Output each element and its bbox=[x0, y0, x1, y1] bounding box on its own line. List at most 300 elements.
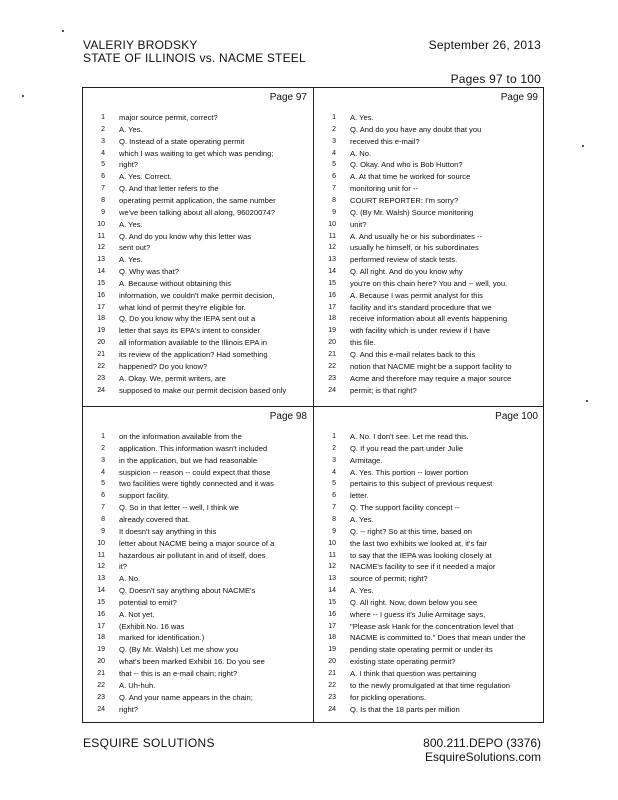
line-text: with facility which is under review if I have bbox=[350, 326, 491, 336]
line-text: this file. bbox=[350, 338, 376, 348]
line-text: on the information available from the bbox=[119, 432, 242, 441]
transcript-line bbox=[83, 526, 313, 538]
transcript-page-97 bbox=[83, 88, 313, 406]
transcript-line bbox=[314, 526, 544, 538]
transcript-line bbox=[83, 478, 313, 490]
transcript-line bbox=[314, 609, 544, 621]
case-title: STATE OF ILLINOIS vs. NACME STEEL bbox=[83, 51, 306, 65]
line-number: 8 bbox=[332, 515, 336, 523]
line-number: 14 bbox=[328, 587, 336, 595]
line-text: A. Yes. bbox=[119, 124, 143, 134]
line-text: Q. Okay. And who is Bob Hutton? bbox=[350, 160, 463, 170]
line-text: supposed to make our permit decision based only bbox=[119, 385, 287, 395]
line-number: 23 bbox=[97, 374, 105, 382]
line-text: Q. Do you know why the IEPA sent out a bbox=[119, 314, 256, 324]
line-text: right? bbox=[119, 160, 138, 170]
line-text: Q. (By Mr. Walsh) Source monitoring bbox=[350, 207, 474, 217]
line-number: 11 bbox=[97, 232, 105, 240]
transcript-line bbox=[314, 431, 544, 443]
line-number: 1 bbox=[332, 114, 336, 121]
transcript-line bbox=[314, 254, 544, 266]
line-text: Q. And do you have any doubt that you bbox=[350, 124, 482, 134]
transcript-line bbox=[314, 656, 544, 668]
transcript-line bbox=[314, 490, 544, 502]
transcript-line bbox=[314, 337, 544, 349]
line-number: 22 bbox=[97, 362, 105, 370]
line-number: 23 bbox=[328, 374, 336, 382]
transcript-line bbox=[314, 597, 544, 609]
line-number: 13 bbox=[328, 256, 336, 264]
transcript-line bbox=[314, 183, 544, 195]
line-text: that -- this is an e-mail chain; right? bbox=[119, 669, 238, 678]
transcript-line bbox=[314, 373, 544, 385]
transcript-line bbox=[314, 692, 544, 704]
line-number: 7 bbox=[332, 185, 336, 193]
line-number: 5 bbox=[101, 480, 105, 488]
line-text: Q. The support facility concept -- bbox=[350, 503, 460, 513]
line-number: 4 bbox=[332, 468, 336, 476]
line-text: to say that the IEPA was looking closely at bbox=[350, 550, 492, 560]
line-text: two facilities were tightly connected and it was bbox=[119, 479, 274, 489]
line-number: 7 bbox=[332, 504, 336, 512]
transcript-line bbox=[314, 514, 544, 526]
line-number: 2 bbox=[101, 444, 105, 452]
transcript-line bbox=[83, 207, 313, 219]
scan-speck bbox=[582, 145, 584, 147]
transcript-page-98 bbox=[83, 407, 313, 725]
line-number: 3 bbox=[332, 137, 336, 145]
line-number: 18 bbox=[328, 315, 336, 323]
line-text: A. Uh-huh. bbox=[119, 680, 156, 690]
line-number: 5 bbox=[101, 161, 105, 169]
line-text: monitoring unit for -- bbox=[350, 184, 418, 194]
line-text: which I was waiting to get which was pending; bbox=[119, 148, 274, 158]
line-text: Q. Doesn't say anything about NACME's bbox=[119, 586, 256, 596]
transcript-line bbox=[83, 159, 313, 171]
line-number: 21 bbox=[97, 670, 105, 677]
transcript-line bbox=[314, 502, 544, 514]
line-number: 19 bbox=[97, 327, 105, 335]
transcript-line bbox=[314, 644, 544, 656]
scan-speck bbox=[586, 400, 588, 402]
transcript-line bbox=[83, 349, 313, 361]
line-number: 3 bbox=[101, 456, 105, 464]
line-text: where -- I guess it's Julie Armitage says, bbox=[350, 609, 486, 619]
transcript-line bbox=[83, 171, 313, 183]
line-text: Q. And this e-mail relates back to this bbox=[350, 350, 476, 359]
line-text: you're on this chain here? You and -- well, you. bbox=[350, 278, 508, 288]
transcript-line bbox=[83, 632, 313, 644]
line-text: A. Not yet. bbox=[119, 609, 155, 619]
transcript-line bbox=[314, 668, 544, 680]
line-text: (Exhibit No. 16 was bbox=[119, 621, 185, 631]
transcript-line bbox=[83, 195, 313, 207]
line-text: A. Yes. bbox=[119, 219, 143, 229]
line-number: 1 bbox=[332, 433, 336, 440]
line-number: 16 bbox=[328, 291, 336, 299]
line-text: A. Because without obtaining this bbox=[119, 278, 231, 288]
line-text: A. Yes. This portion -- lower portion bbox=[350, 467, 469, 477]
line-text: right? bbox=[119, 704, 138, 714]
line-text: notion that NACME might be a support facility to bbox=[350, 361, 512, 371]
line-number: 13 bbox=[328, 575, 336, 583]
line-number: 22 bbox=[97, 681, 105, 689]
line-text: what's been marked Exhibit 16. Do you see bbox=[119, 657, 265, 667]
line-text: existing state operating permit? bbox=[350, 657, 456, 667]
transcript-line bbox=[83, 266, 313, 278]
line-number: 7 bbox=[101, 504, 105, 512]
line-text: we've been talking about all along, 96020074? bbox=[119, 207, 275, 217]
line-text: A. At that time he worked for source bbox=[350, 172, 471, 182]
line-text: Q. (By Mr. Walsh) Let me show you bbox=[119, 645, 239, 655]
line-text: happened? Do you know? bbox=[119, 361, 208, 371]
line-text: A. Yes. bbox=[119, 255, 143, 265]
line-number: 5 bbox=[332, 161, 336, 169]
line-number: 11 bbox=[328, 232, 336, 240]
line-text: letter. bbox=[350, 491, 369, 501]
line-text: information, we couldn't make permit decision, bbox=[119, 290, 275, 300]
transcript-line bbox=[83, 325, 313, 337]
transcript-line bbox=[83, 561, 313, 573]
line-text: letter about NACME being a major source of a bbox=[119, 538, 275, 548]
line-text: operating permit application, the same number bbox=[119, 195, 276, 205]
line-number: 16 bbox=[97, 291, 105, 299]
line-number: 18 bbox=[328, 634, 336, 642]
line-number: 5 bbox=[332, 480, 336, 488]
transcript-line bbox=[83, 136, 313, 148]
line-number: 8 bbox=[101, 196, 105, 204]
transcript-line bbox=[83, 585, 313, 597]
transcript-line bbox=[83, 573, 313, 585]
page-number-label: Page 100 bbox=[495, 411, 538, 422]
line-text: Q. All right. And do you know why bbox=[350, 267, 463, 277]
line-number: 6 bbox=[101, 173, 105, 181]
transcript-line bbox=[314, 148, 544, 160]
line-text: A. No. bbox=[350, 148, 372, 158]
scan-speck bbox=[22, 95, 24, 97]
transcript-line bbox=[83, 254, 313, 266]
line-number: 14 bbox=[97, 268, 105, 276]
line-text: NACME's facility to see if it needed a major bbox=[350, 562, 496, 572]
transcript-line bbox=[314, 561, 544, 573]
transcript-line bbox=[83, 490, 313, 502]
transcript-line bbox=[314, 467, 544, 479]
transcript-line bbox=[314, 195, 544, 207]
transcript-line bbox=[83, 704, 313, 716]
line-text: A. Okay. We, permit writers, are bbox=[119, 373, 226, 383]
line-text: marked for identification.) bbox=[119, 633, 205, 643]
line-number: 15 bbox=[328, 279, 336, 287]
line-text: Armitage. bbox=[350, 455, 383, 465]
transcript-line bbox=[83, 502, 313, 514]
transcript-line bbox=[83, 443, 313, 455]
line-text: Q. And do you know why this letter was bbox=[119, 231, 252, 241]
transcript-line bbox=[314, 704, 544, 716]
transcript-line bbox=[314, 443, 544, 455]
line-number: 20 bbox=[97, 339, 105, 347]
line-text: pertains to this subject of previous request bbox=[350, 479, 493, 489]
line-text: A. Yes. bbox=[350, 514, 374, 524]
line-number: 23 bbox=[97, 693, 105, 701]
line-number: 9 bbox=[101, 208, 105, 216]
line-text: receive information about all events happening bbox=[350, 314, 508, 324]
line-text: "Please ask Hank for the concentration level that bbox=[350, 621, 514, 631]
transcript-line bbox=[314, 573, 544, 585]
line-number: 10 bbox=[97, 220, 105, 228]
transcript-line bbox=[314, 159, 544, 171]
transcript-line bbox=[314, 325, 544, 337]
line-number: 14 bbox=[328, 268, 336, 276]
transcript-line bbox=[83, 550, 313, 562]
line-number: 12 bbox=[97, 244, 105, 252]
line-number: 6 bbox=[101, 492, 105, 500]
transcript-line bbox=[314, 242, 544, 254]
line-text: in the application, but we had reasonable bbox=[119, 455, 258, 465]
line-text: permit; is that right? bbox=[350, 385, 417, 395]
line-number: 24 bbox=[328, 386, 336, 394]
deposition-date: September 26, 2013 bbox=[428, 38, 541, 52]
transcript-line bbox=[83, 538, 313, 550]
transcript-page-100 bbox=[314, 407, 544, 725]
line-number: 1 bbox=[101, 433, 105, 440]
transcript-line bbox=[314, 219, 544, 231]
transcript-line bbox=[83, 278, 313, 290]
line-text: its review of the application? Had something bbox=[119, 350, 268, 359]
line-text: suspicion -- reason -- could expect that those bbox=[119, 467, 271, 477]
line-text: application. This information wasn't included bbox=[119, 443, 268, 453]
transcript-line bbox=[83, 148, 313, 160]
transcript-line bbox=[83, 112, 313, 124]
line-number: 17 bbox=[328, 303, 336, 311]
transcript-line bbox=[314, 136, 544, 148]
line-text: it? bbox=[119, 562, 128, 572]
transcript-line bbox=[83, 290, 313, 302]
line-number: 19 bbox=[328, 646, 336, 654]
line-text: what kind of permit they're eligible for. bbox=[119, 302, 246, 312]
transcript-line bbox=[314, 349, 544, 361]
line-text: A. Yes. bbox=[350, 586, 374, 596]
transcript-line bbox=[83, 231, 313, 243]
line-number: 3 bbox=[101, 137, 105, 145]
page-number-label: Page 97 bbox=[269, 92, 307, 103]
transcript-line bbox=[314, 478, 544, 490]
line-number: 22 bbox=[328, 362, 336, 370]
line-number: 4 bbox=[332, 149, 336, 157]
line-text: facility and it's standard procedure that we bbox=[350, 302, 492, 312]
line-text: Q. All right. Now, down below you see bbox=[350, 597, 478, 607]
line-number: 19 bbox=[97, 646, 105, 654]
line-text: Q. Why was that? bbox=[119, 267, 179, 277]
line-number: 13 bbox=[97, 256, 105, 264]
transcript-line bbox=[83, 242, 313, 254]
line-number: 15 bbox=[328, 598, 336, 606]
transcript-line bbox=[314, 385, 544, 397]
line-text: A. Because I was permit analyst for this bbox=[350, 290, 483, 300]
transcript-line bbox=[314, 680, 544, 692]
transcript-line bbox=[314, 585, 544, 597]
line-text: A. No. bbox=[119, 574, 141, 584]
transcript-line bbox=[83, 219, 313, 231]
transcript-line bbox=[314, 171, 544, 183]
line-text: Q. And your name appears in the chain; bbox=[119, 692, 253, 702]
line-text: Q. And that letter refers to the bbox=[119, 184, 219, 194]
line-number: 23 bbox=[328, 693, 336, 701]
transcript-line bbox=[83, 373, 313, 385]
line-number: 16 bbox=[97, 610, 105, 618]
line-number: 21 bbox=[328, 670, 336, 677]
transcript-line bbox=[314, 632, 544, 644]
line-text: for pickling operations. bbox=[350, 692, 426, 702]
company-phone: 800.211.DEPO (3376) bbox=[423, 736, 541, 750]
page-range: Pages 97 to 100 bbox=[450, 72, 541, 86]
line-number: 7 bbox=[101, 185, 105, 193]
transcript-line bbox=[314, 455, 544, 467]
transcript-line bbox=[83, 385, 313, 397]
line-number: 12 bbox=[97, 563, 105, 571]
company-name: ESQUIRE SOLUTIONS bbox=[83, 736, 215, 750]
transcript-line bbox=[83, 597, 313, 609]
line-text: unit? bbox=[350, 219, 367, 229]
transcript-line bbox=[314, 302, 544, 314]
line-number: 12 bbox=[328, 563, 336, 571]
transcript-line bbox=[83, 621, 313, 633]
line-number: 6 bbox=[332, 173, 336, 181]
line-text: A. I think that question was pertaining bbox=[350, 669, 477, 678]
transcript-line bbox=[83, 124, 313, 136]
transcript-grid bbox=[82, 87, 544, 723]
transcript-line bbox=[314, 550, 544, 562]
line-text: all information available to the Illinois EPA in bbox=[119, 338, 268, 348]
transcript-line bbox=[314, 266, 544, 278]
line-number: 3 bbox=[332, 456, 336, 464]
line-text: A. Yes. bbox=[350, 113, 374, 122]
transcript-line bbox=[83, 361, 313, 373]
line-text: received this e-mail? bbox=[350, 136, 420, 146]
transcript-line bbox=[314, 361, 544, 373]
transcript-line bbox=[83, 656, 313, 668]
line-text: Q. So in that letter -- well, I think we bbox=[119, 503, 239, 513]
line-number: 8 bbox=[101, 515, 105, 523]
line-text: letter that says its EPA's intent to consider bbox=[119, 326, 261, 336]
line-text: Q. Is that the 18 parts per million bbox=[350, 704, 460, 714]
transcript-line bbox=[83, 668, 313, 680]
witness-name: VALERIY BRODSKY bbox=[83, 38, 198, 52]
line-number: 1 bbox=[101, 114, 105, 121]
line-number: 17 bbox=[97, 622, 105, 630]
line-number: 2 bbox=[332, 444, 336, 452]
line-number: 11 bbox=[97, 551, 105, 559]
line-number: 10 bbox=[328, 220, 336, 228]
line-text: Acme and therefore may require a major source bbox=[350, 373, 512, 383]
line-number: 12 bbox=[328, 244, 336, 252]
line-number: 21 bbox=[328, 351, 336, 358]
line-number: 10 bbox=[97, 539, 105, 547]
transcript-line bbox=[83, 609, 313, 621]
line-number: 21 bbox=[97, 351, 105, 358]
line-text: the last two exhibits we looked at, it's fair bbox=[350, 538, 487, 548]
line-number: 20 bbox=[328, 339, 336, 347]
transcript-line bbox=[314, 290, 544, 302]
page-number-label: Page 98 bbox=[269, 411, 307, 422]
line-number: 24 bbox=[328, 705, 336, 713]
line-number: 19 bbox=[328, 327, 336, 335]
line-number: 14 bbox=[97, 587, 105, 595]
transcript-line bbox=[83, 313, 313, 325]
transcript-line bbox=[314, 538, 544, 550]
transcript-line bbox=[83, 692, 313, 704]
transcript-line bbox=[83, 183, 313, 195]
transcript-line bbox=[83, 467, 313, 479]
line-text: NACME is committed to." Does that mean under the bbox=[350, 633, 526, 643]
line-number: 20 bbox=[97, 658, 105, 666]
line-text: A. No. I don't see. Let me read this. bbox=[350, 432, 469, 441]
line-number: 11 bbox=[328, 551, 336, 559]
line-number: 18 bbox=[97, 315, 105, 323]
line-text: COURT REPORTER: I'm sorry? bbox=[350, 195, 459, 205]
transcript-line bbox=[314, 313, 544, 325]
transcript-line bbox=[83, 337, 313, 349]
line-text: Q. -- right? So at this time, based on bbox=[350, 526, 472, 536]
transcript-line bbox=[314, 124, 544, 136]
transcript-line bbox=[314, 621, 544, 633]
line-number: 9 bbox=[101, 527, 105, 535]
transcript-line bbox=[83, 431, 313, 443]
line-number: 4 bbox=[101, 149, 105, 157]
line-text: Q. Instead of a state operating permit bbox=[119, 136, 245, 146]
transcript-line bbox=[314, 207, 544, 219]
line-number: 24 bbox=[97, 705, 105, 713]
line-text: support facility. bbox=[119, 491, 170, 501]
line-number: 18 bbox=[97, 634, 105, 642]
line-text: to the newly promulgated at that time regulation bbox=[350, 680, 510, 690]
line-text: It doesn't say anything in this bbox=[119, 526, 217, 536]
transcript-line bbox=[314, 231, 544, 243]
transcript-line bbox=[314, 278, 544, 290]
line-text: performed review of stack tests. bbox=[350, 255, 458, 265]
page-number-label: Page 99 bbox=[500, 92, 538, 103]
line-number: 17 bbox=[97, 303, 105, 311]
company-website: EsquireSolutions.com bbox=[424, 750, 541, 764]
line-number: 15 bbox=[97, 598, 105, 606]
line-text: A. Yes. Correct. bbox=[119, 172, 172, 182]
line-number: 6 bbox=[332, 492, 336, 500]
transcript-line bbox=[83, 455, 313, 467]
line-text: pending state operating permit or under its bbox=[350, 645, 493, 655]
transcript-line bbox=[83, 514, 313, 526]
transcript-line bbox=[314, 112, 544, 124]
line-number: 15 bbox=[97, 279, 105, 287]
line-number: 2 bbox=[332, 125, 336, 133]
transcript-line bbox=[83, 680, 313, 692]
line-number: 22 bbox=[328, 681, 336, 689]
line-text: already covered that. bbox=[119, 514, 190, 524]
line-text: Q. If you read the part under Julie bbox=[350, 443, 464, 453]
line-text: hazardous air pollutant in and of itself, does bbox=[119, 550, 266, 560]
line-number: 8 bbox=[332, 196, 336, 204]
line-number: 4 bbox=[101, 468, 105, 476]
line-text: major source permit, correct? bbox=[119, 113, 218, 122]
line-number: 9 bbox=[332, 527, 336, 535]
line-number: 17 bbox=[328, 622, 336, 630]
transcript-page-99 bbox=[314, 88, 544, 406]
line-number: 16 bbox=[328, 610, 336, 618]
transcript-line bbox=[83, 644, 313, 656]
line-text: source of permit; right? bbox=[350, 574, 428, 584]
line-number: 2 bbox=[101, 125, 105, 133]
line-number: 9 bbox=[332, 208, 336, 216]
scan-speck bbox=[62, 30, 64, 32]
transcript-line bbox=[83, 302, 313, 314]
